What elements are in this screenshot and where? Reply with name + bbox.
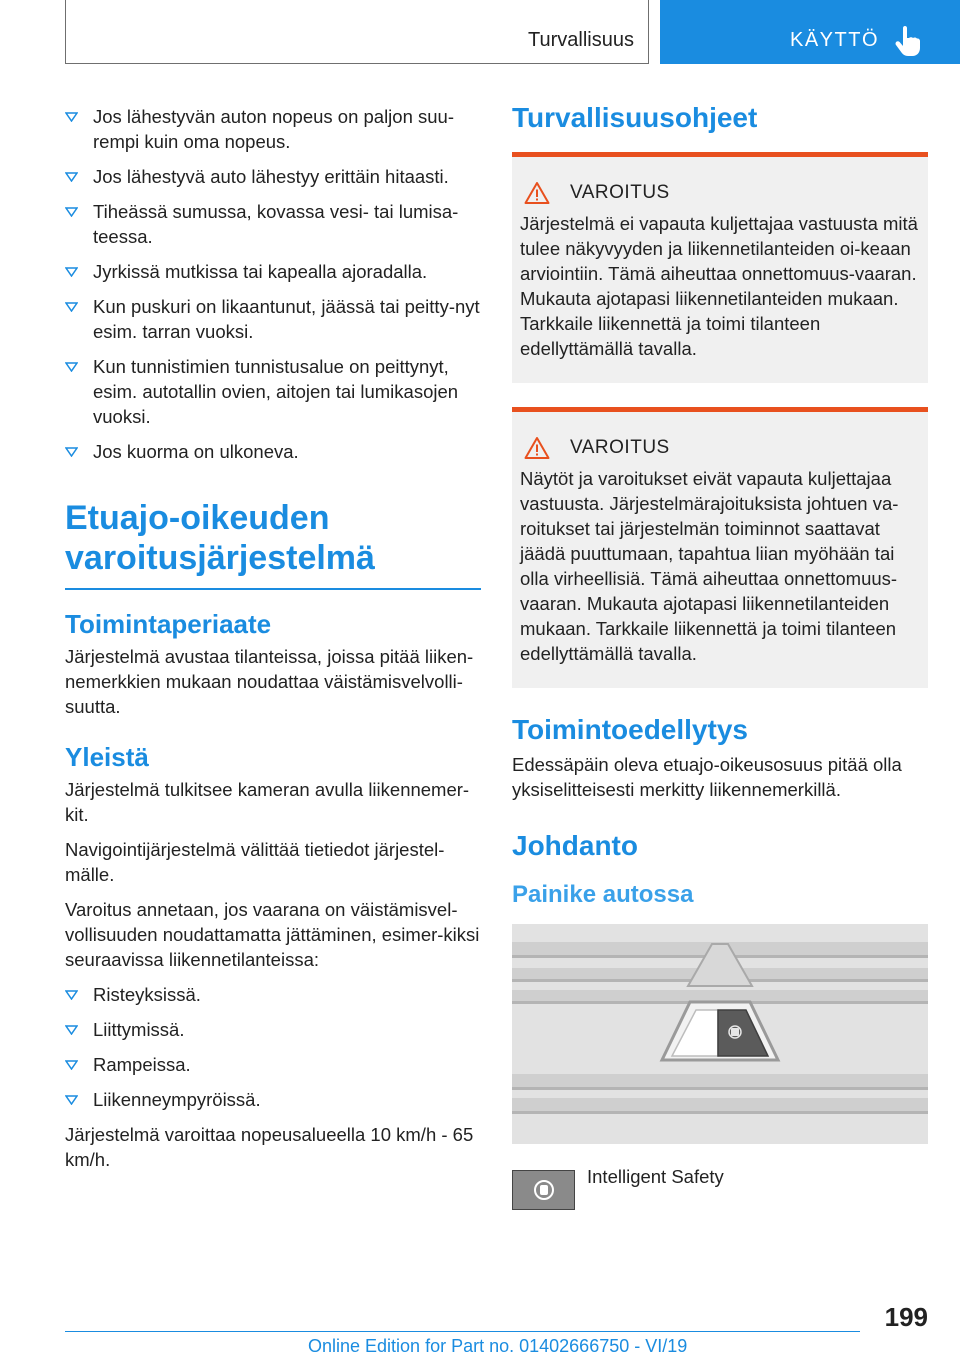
requirements-text: Edessäpäin oleva etuajo-oikeusosuus pitää olla yksiselitteisesti merkitty liikennemerkillä. bbox=[512, 754, 902, 800]
header-section-box bbox=[65, 0, 649, 64]
speed-range-text: Järjestelmä varoittaa nopeusalueella 10 km/h - 65 km/h. bbox=[65, 1124, 474, 1170]
general-heading: Yleistä bbox=[65, 742, 149, 772]
requirements-heading: Toimintoedellytys bbox=[512, 714, 748, 745]
bullet-triangle-icon bbox=[65, 990, 78, 1000]
header-chapter-title: KÄYTTÖ bbox=[790, 29, 880, 51]
header-section-title: Turvallisuus bbox=[528, 29, 634, 51]
warning-label: VAROITUS bbox=[570, 437, 670, 458]
bullet-triangle-icon bbox=[65, 1095, 78, 1105]
principle-heading: Toimintaperiaate bbox=[65, 609, 272, 639]
left-column bbox=[65, 104, 481, 1182]
bullet-triangle-icon bbox=[65, 1025, 78, 1035]
warning-label: VAROITUS bbox=[570, 182, 670, 203]
bullet-triangle-icon bbox=[65, 207, 78, 217]
list-item: Jos lähestyvä auto lähestyy erittäin hitaasti. bbox=[65, 164, 481, 189]
list-item: Liikenneympyröissä. bbox=[65, 1087, 481, 1112]
warning-box bbox=[512, 152, 928, 383]
header-chapter-tab[interactable] bbox=[660, 0, 960, 64]
list-item: Jos kuorma on ulkoneva. bbox=[65, 439, 481, 464]
intro-heading: Johdanto bbox=[512, 830, 638, 861]
general-paragraph: Varoitus annetaan, jos vaarana on väistämisvel-vollisuuden noudattamatta jättäminen, esimer-kiksi seuraavissa liikennetilanteissa: bbox=[65, 899, 480, 970]
right-column bbox=[512, 100, 928, 1210]
footer-divider bbox=[65, 1331, 860, 1332]
bullet-triangle-icon bbox=[65, 112, 78, 122]
principle-text: Järjestelmä avustaa tilanteissa, joissa pitää liiken-nemerkkien mukaan noudattaa väistämisvelvolli-suutta. bbox=[65, 646, 474, 717]
bullet-triangle-icon bbox=[65, 362, 78, 372]
pointing-hand-icon bbox=[895, 26, 921, 56]
warning-box bbox=[512, 407, 928, 688]
list-item: Kun puskuri on likaantunut, jäässä tai peitty-nyt esim. tarran vuoksi. bbox=[65, 294, 481, 344]
edition-text: Online Edition for Part no. 01402666750 - VI/19 bbox=[308, 1336, 688, 1356]
situation-list bbox=[65, 982, 481, 1112]
general-paragraph: Järjestelmä tulkitsee kameran avulla liikennemer-kit. bbox=[65, 779, 470, 825]
button-caption: Intelligent Safety bbox=[587, 1166, 724, 1187]
bullet-triangle-icon bbox=[65, 267, 78, 277]
bullet-triangle-icon bbox=[65, 447, 78, 457]
bullet-triangle-icon bbox=[65, 1060, 78, 1070]
bullet-triangle-icon bbox=[65, 172, 78, 182]
list-item: Rampeissa. bbox=[65, 1052, 481, 1077]
warning-text: Järjestelmä ei vapauta kuljettajaa vastuusta mitä tulee näkyvyyden ja liikennetilanteiden oi-keaan arviointiin. Tämä aiheuttaa onnettomuus-vaaran. Mukauta ajotapasi liikennetilanteiden mukaan. Tarkkaile liikennettä ja toimi tilanteen edellyttämällä tavalla. bbox=[520, 213, 918, 359]
button-caption-row bbox=[512, 1162, 928, 1210]
general-paragraph: Navigointijärjestelmä välittää tietiedot järjestel-mälle. bbox=[65, 839, 445, 885]
bullet-triangle-icon bbox=[65, 302, 78, 312]
list-item: Tiheässä sumussa, kovassa vesi- tai lumisa-teessa. bbox=[65, 199, 481, 249]
safety-heading: Turvallisuusohjeet bbox=[512, 102, 758, 133]
list-item: Jos lähestyvän auton nopeus on paljon suu-rempi kuin oma nopeus. bbox=[65, 104, 481, 154]
car-button-illustration bbox=[512, 924, 928, 1144]
section-title: Etuajo-oikeuden varoitusjärjestelmä bbox=[65, 499, 375, 577]
button-heading: Painike autossa bbox=[512, 881, 694, 908]
list-item: Jyrkissä mutkissa tai kapealla ajoradalla. bbox=[65, 259, 481, 284]
warning-triangle-icon bbox=[524, 436, 550, 460]
warning-text: Näytöt ja varoitukset eivät vapauta kuljettajaa vastuusta. Järjestelmärajoituksista johtuen va-roitukset tai järjestelmän toiminnot saattavat jäädä puuttumaan, tapahtua liian myöhään tai olla virheellisiä. Tämä aiheuttaa onnettomuus-vaaran. Mukauta ajotapasi liikennetilanteiden mukaan. Tarkkaile liikennettä ja toimi tilanteen edellyttämällä tavalla. bbox=[520, 468, 899, 664]
warning-triangle-icon bbox=[524, 181, 550, 205]
intelligent-safety-button-icon bbox=[512, 1170, 575, 1210]
title-divider bbox=[65, 588, 481, 590]
list-item: Kun tunnistimien tunnistusalue on peittynyt, esim. autotallin ovien, aitojen tai lumikasojen vuoksi. bbox=[65, 354, 481, 429]
page-number: 199 bbox=[884, 1302, 928, 1332]
condition-list bbox=[65, 104, 481, 464]
list-item: Risteyksissä. bbox=[65, 982, 481, 1007]
button-photo bbox=[512, 924, 928, 1144]
list-item: Liittymissä. bbox=[65, 1017, 481, 1042]
